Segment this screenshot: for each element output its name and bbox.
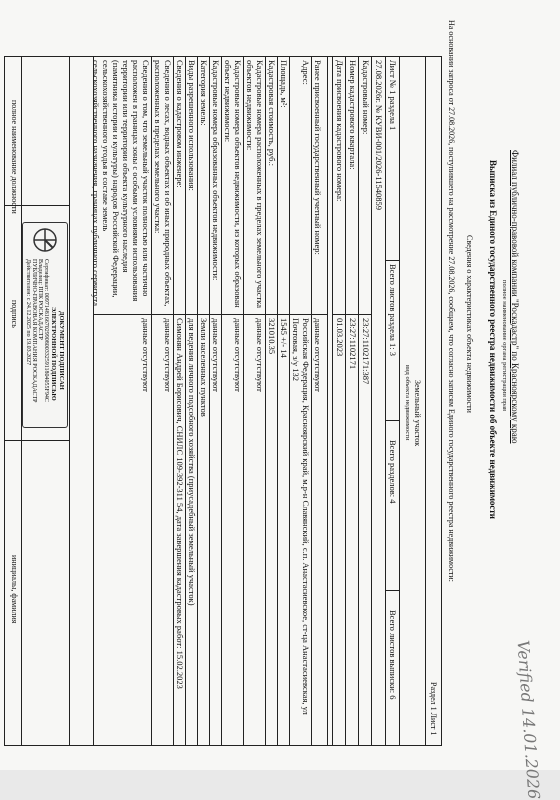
e-signature-stamp xyxy=(22,222,68,428)
position-caption: полное наименование должности xyxy=(10,100,19,214)
document-title: Выписка из Единого государственного реестра недвижимости об объекте недвижимости xyxy=(488,160,498,519)
detail-row-label: Категория земель: xyxy=(199,60,209,126)
sheet-number: Лист № 1 раздела 1 xyxy=(388,60,398,131)
name-caption: инициалы, фамилия xyxy=(10,555,19,624)
organization-name: Филиал публично-правовой компании "Роскадастр" по Красноярскому краю xyxy=(510,150,520,444)
meta-row-label: Дата присвоения кадастрового номера: xyxy=(335,60,345,202)
meta-row-label: Кадастровый номер: xyxy=(361,60,371,135)
detail-row-value: данные отсутствуют xyxy=(313,318,323,392)
detail-row-value: данные отсутствуют xyxy=(141,318,151,392)
detail-row-value: 321010.35 xyxy=(267,318,277,355)
detail-row-label: Кадастровые номера объектов недвижимости, из которых образован объект недвижимости: xyxy=(223,60,243,308)
stamp-cert: Сертификат: 00971481667029908003325911804055F94C xyxy=(43,259,49,402)
detail-row-value: данные отсутствуют xyxy=(255,318,265,392)
stamp-owner: Владелец: ППК РОСКАДАСТР xyxy=(37,259,43,340)
organization-caption: полное наименование органа регистрации прав xyxy=(501,280,508,412)
meta-row-value: 23:27:1102171 xyxy=(348,318,358,370)
detail-row-label: Кадастровые номера расположенных в пределах земельного участка объектов недвижимости: xyxy=(245,60,265,309)
meta-row-label: Номер кадастрового квартала: xyxy=(348,60,358,170)
detail-row-value: данные отсутствуют xyxy=(211,318,221,392)
section-label: Раздел 1 Лист 1 xyxy=(429,682,438,736)
sections-count: Всего разделов: 4 xyxy=(388,440,398,504)
object-type-caption: вид объекта недвижимости xyxy=(404,365,411,441)
detail-row-value: Симонян Андрей Борисович, СНИЛС 109-392-311 54, дата завершения кадастровых работ: 15.02.2023 xyxy=(175,318,185,689)
document-subtitle: Сведения о характеристиках объекта недвижимости xyxy=(465,235,474,413)
meta-row-value: 23:27:1102171:387 xyxy=(361,318,371,385)
detail-row-label: Кадастровая стоимость, руб.: xyxy=(267,60,277,166)
detail-row-value: для ведения личного подсобного хозяйства (приусадебный земельный участок) xyxy=(187,318,197,606)
detail-row-value: данные отсутствуют xyxy=(233,318,243,392)
roskadastr-logo-icon xyxy=(32,227,58,253)
detail-row-label: Сведения о кадастровом инженере: xyxy=(175,60,185,188)
detail-row-value: Российская Федерация, Красноярский край, м.р-н Славянский, с.п. Анастасиевское, ст-ца Анастасиевская, ул Почтовая, з/у 132 xyxy=(291,318,311,715)
stamp-org: ПУБЛИЧНО-ПРАВОВАЯ КОМПАНИЯ РОСКАДАСТР xyxy=(31,259,37,403)
detail-row-value: 1545 +/- 14 xyxy=(279,318,289,358)
handwritten-note: Verified 14.01.2026 xyxy=(513,639,544,800)
object-type: Земельный участок xyxy=(413,380,422,447)
stamp-valid: Действителен: с 24.12.2025 по 19.03.2027 xyxy=(25,259,31,366)
detail-row-label: Адрес: xyxy=(301,60,311,85)
basis-statement: На основании запроса от 27.08.2026, поступившего на рассмотрение 27.08.2026, сообщаем, что согласно записям Единого государственного реестра недвижимости: xyxy=(447,20,456,582)
detail-row-label: Ранее присвоенный государственный учетный номер: xyxy=(313,60,323,255)
stamp-line1: ДОКУМЕНТ ПОДПИСАН xyxy=(58,311,65,390)
detail-row-label: Виды разрешенного использования: xyxy=(187,60,197,191)
detail-row-value: Земли населенных пунктов xyxy=(199,318,209,417)
detail-row-label: Площадь, м²: xyxy=(279,60,289,108)
stamp-line2: ЭЛЕКТРОННОЙ ПОДПИСЬЮ xyxy=(50,307,57,401)
meta-row-label: 27.08.2026г. № КУВИ-001/2026-11540859 xyxy=(374,60,384,211)
meta-row-value: 01.03.2023 xyxy=(335,318,345,357)
sheets-in-section: Всего листов раздела 1: 3 xyxy=(388,264,398,356)
detail-row-label: Сведения о том, что земельный участок полностью или частично расположен в границах зоны с особыми условиями использования территории или территории объекта культурного наследия (памятника истории и культуры) народов Российской Федерации, сельскохозяйственного угодья в составе земель сельскохозяйственного назначения, границах публичного сервитута xyxy=(91,60,151,306)
detail-row-value: данные отсутствуют xyxy=(163,318,173,392)
detail-row-label: Сведения о лесах, водных объектах и об иных природных объектах, расположенных в пределах земельного участка: xyxy=(153,60,173,307)
total-sheets: Всего листов выписки: 6 xyxy=(388,610,398,700)
detail-row-label: Кадастровые номера образованных объектов недвижимости: xyxy=(211,60,221,281)
signature-caption: подпись xyxy=(10,300,19,328)
